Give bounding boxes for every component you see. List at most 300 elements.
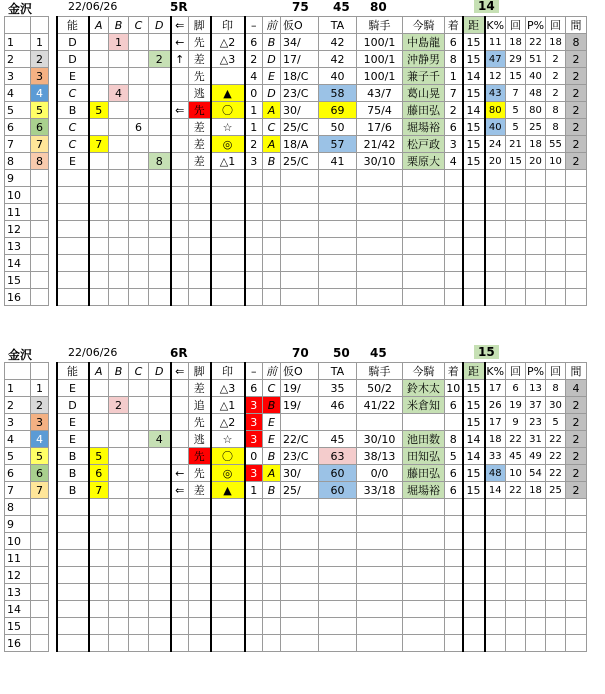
cell-d <box>149 482 171 499</box>
entries-table <box>4 362 587 652</box>
table-row <box>5 465 587 482</box>
col-header-blank <box>31 363 49 380</box>
cell-kai2: 2 <box>546 68 566 85</box>
cell-shirushi: ▲ <box>211 482 245 499</box>
row-number: 11 <box>5 550 31 567</box>
col-header: 騎手 <box>357 17 403 34</box>
table-row <box>5 482 587 499</box>
cell-arrow <box>171 119 189 136</box>
cell-arrow: ← <box>171 465 189 482</box>
cell-kai: 9 <box>506 414 526 431</box>
cell-p: 31 <box>526 431 546 448</box>
distance-top: 15 <box>474 345 499 359</box>
cell-c <box>129 68 149 85</box>
cell-kai: 6 <box>506 380 526 397</box>
cell-kai2: 2 <box>546 51 566 68</box>
cell-mae: 3 <box>245 431 263 448</box>
cell-p: 23 <box>526 414 546 431</box>
table-row <box>5 635 587 652</box>
cell-shirushi: △2 <box>211 34 245 51</box>
cell-kishu: 38/13 <box>357 448 403 465</box>
cell-ima: 兼子千 <box>403 68 445 85</box>
cell-shirushi: 〇 <box>211 102 245 119</box>
cell-kari: 25/C <box>281 153 319 170</box>
cell-a <box>89 85 109 102</box>
entries-table <box>4 16 587 306</box>
col-header: 回 <box>506 363 526 380</box>
cell-kyori: 15 <box>463 414 485 431</box>
cell-mae: 2 <box>245 136 263 153</box>
distance-top: 14 <box>474 0 499 13</box>
table-row <box>5 397 587 414</box>
col-header: P% <box>526 364 545 378</box>
value-2: 45 <box>333 0 350 14</box>
cell-kyaku: 追 <box>189 397 211 414</box>
cell-kai2: 22 <box>546 431 566 448</box>
cell-k: 40 <box>485 119 506 136</box>
cell-kai2: 5 <box>546 414 566 431</box>
cell-k: 17 <box>485 380 506 397</box>
cell-mae: 0 <box>245 448 263 465</box>
cell-empty <box>463 238 485 255</box>
cell-ln: E <box>263 414 281 431</box>
row-number: 2 <box>5 397 31 414</box>
value-1: 75 <box>292 0 309 14</box>
row-number: 7 <box>5 482 31 499</box>
col-header: 仮O <box>281 363 319 380</box>
cell-kishu: 21/42 <box>357 136 403 153</box>
cell-a: 7 <box>89 136 109 153</box>
cell-kyori: 15 <box>463 380 485 397</box>
cell-kai: 21 <box>506 136 526 153</box>
cell-d <box>149 465 171 482</box>
cell-nou: B <box>57 465 89 482</box>
cell-kari: 25/ <box>281 482 319 499</box>
cell-mae: 1 <box>245 482 263 499</box>
col-header: 前 <box>263 363 281 380</box>
cell-k: 80 <box>485 102 506 119</box>
cell-kai: 5 <box>506 102 526 119</box>
cell-kari: 19/ <box>281 397 319 414</box>
row-number: 13 <box>5 584 31 601</box>
cell-c <box>129 51 149 68</box>
row-number: 2 <box>5 51 31 68</box>
cell-ln: A <box>263 102 281 119</box>
cell-mae: 4 <box>245 68 263 85</box>
cell-shirushi <box>211 68 245 85</box>
cell-ln: A <box>263 465 281 482</box>
row-number: 1 <box>5 380 31 397</box>
cell-p: 54 <box>526 465 546 482</box>
cell-kyori: 15 <box>463 153 485 170</box>
cell-p: 80 <box>526 102 546 119</box>
row-number: 5 <box>5 448 31 465</box>
cell-kishu: 75/4 <box>357 102 403 119</box>
header-row <box>5 363 587 380</box>
cell-kyaku: 先 <box>189 102 211 119</box>
cell-mae: 0 <box>245 85 263 102</box>
cell-c <box>129 34 149 51</box>
cell-b <box>109 51 129 68</box>
cell-b <box>109 380 129 397</box>
cell-k: 11 <box>485 34 506 51</box>
cell-ima: 沖静男 <box>403 51 445 68</box>
cell-empty <box>463 516 485 533</box>
cell-kan: 2 <box>566 68 587 85</box>
cell-empty <box>463 170 485 187</box>
table-row <box>5 601 587 618</box>
cell-ln: D <box>263 51 281 68</box>
cell-ima: 松戸政 <box>403 136 445 153</box>
cell-kai2: 30 <box>546 397 566 414</box>
col-header: ⇐ <box>171 17 189 34</box>
cell-kyaku: 差 <box>189 153 211 170</box>
cell-ima: 藤田弘 <box>403 102 445 119</box>
cell-nou: C <box>57 119 89 136</box>
col-header: – <box>245 17 263 34</box>
cell-kai: 18 <box>506 34 526 51</box>
col-header: 着 <box>445 17 463 34</box>
cell-kan: 4 <box>566 380 587 397</box>
col-header: 間 <box>566 363 587 380</box>
cell-mae: 6 <box>245 380 263 397</box>
cell-kari: 30/ <box>281 465 319 482</box>
cell-ln: C <box>263 380 281 397</box>
col-header: 能 <box>57 363 89 380</box>
col-header: C <box>129 17 149 34</box>
cell-p: 49 <box>526 448 546 465</box>
cell-b <box>109 119 129 136</box>
cell-nou: D <box>57 51 89 68</box>
table-row <box>5 170 587 187</box>
col-header: B <box>109 17 129 34</box>
cell-kari: 23/C <box>281 448 319 465</box>
table-row <box>5 618 587 635</box>
cell-c <box>129 397 149 414</box>
cell-d <box>149 397 171 414</box>
table-row <box>5 567 587 584</box>
cell-mae: 3 <box>245 153 263 170</box>
header-row <box>5 17 587 34</box>
cell-kishu: 17/6 <box>357 119 403 136</box>
cell-ln: D <box>263 85 281 102</box>
cell-c <box>129 102 149 119</box>
cell-ima: 米倉知 <box>403 397 445 414</box>
table-row <box>5 136 587 153</box>
cell-kyori: 15 <box>463 482 485 499</box>
table-row <box>5 289 587 306</box>
cell-d: 2 <box>149 51 171 68</box>
cell-kyori: 15 <box>463 119 485 136</box>
table-row <box>5 431 587 448</box>
cell-b <box>109 465 129 482</box>
venue-label: 金沢 <box>8 348 33 362</box>
row-number: 15 <box>5 272 31 289</box>
cell-k: 18 <box>485 431 506 448</box>
col-header: K% <box>486 18 505 32</box>
cell-kishu: 30/10 <box>357 153 403 170</box>
cell-kyaku: 差 <box>189 482 211 499</box>
cell-k: 20 <box>485 153 506 170</box>
row-number: 14 <box>5 601 31 618</box>
cell-a: 7 <box>89 482 109 499</box>
cell-nou: E <box>57 431 89 448</box>
cell-b: 2 <box>109 397 129 414</box>
table-row <box>5 584 587 601</box>
col-header: A <box>89 17 109 34</box>
cell-nou: E <box>57 380 89 397</box>
col-header: 脚 <box>189 17 211 34</box>
cell-mae: 2 <box>245 51 263 68</box>
cell-kai: 15 <box>506 68 526 85</box>
table-row <box>5 102 587 119</box>
cell-kyaku: 差 <box>189 136 211 153</box>
cell-p: 13 <box>526 380 546 397</box>
col-header: 印 <box>211 363 245 380</box>
cell-arrow: ⇐ <box>171 482 189 499</box>
cell-p: 40 <box>526 68 546 85</box>
cell-kari: 19/ <box>281 380 319 397</box>
cell-p: 48 <box>526 85 546 102</box>
col-header: 回 <box>546 363 566 380</box>
cell-kan: 2 <box>566 465 587 482</box>
cell-nou: C <box>57 136 89 153</box>
cell-d <box>149 380 171 397</box>
cell-waku: 7 <box>31 482 49 499</box>
cell-arrow <box>171 397 189 414</box>
cell-empty <box>463 187 485 204</box>
table-row <box>5 187 587 204</box>
cell-ln: B <box>263 34 281 51</box>
cell-kai: 7 <box>506 85 526 102</box>
cell-ta <box>319 414 357 431</box>
col-header: ⇐ <box>171 363 189 380</box>
cell-empty <box>463 567 485 584</box>
cell-c <box>129 465 149 482</box>
cell-ima: 栗原大 <box>403 153 445 170</box>
race-number: 5R <box>170 0 188 14</box>
row-number: 13 <box>5 238 31 255</box>
cell-kai: 10 <box>506 465 526 482</box>
cell-p: 51 <box>526 51 546 68</box>
cell-kyori: 15 <box>463 136 485 153</box>
cell-kan: 2 <box>566 119 587 136</box>
col-header: D <box>149 17 171 34</box>
cell-k: 12 <box>485 68 506 85</box>
col-header: D <box>149 363 171 380</box>
row-number: 9 <box>5 170 31 187</box>
cell-kyaku: 逃 <box>189 85 211 102</box>
cell-chaku: 8 <box>445 431 463 448</box>
cell-kishu: 33/18 <box>357 482 403 499</box>
cell-b <box>109 414 129 431</box>
cell-b <box>109 448 129 465</box>
cell-kyaku: 差 <box>189 51 211 68</box>
cell-a <box>89 51 109 68</box>
cell-kyaku: 差 <box>189 119 211 136</box>
row-number: 12 <box>5 567 31 584</box>
cell-kai: 45 <box>506 448 526 465</box>
cell-b <box>109 136 129 153</box>
cell-kari: 18/C <box>281 68 319 85</box>
cell-ima: 鈴木太 <box>403 380 445 397</box>
cell-ta: 57 <box>319 136 357 153</box>
cell-b <box>109 102 129 119</box>
col-header-blank <box>31 17 49 34</box>
cell-ln: E <box>263 431 281 448</box>
cell-p: 18 <box>526 136 546 153</box>
row-number: 11 <box>5 204 31 221</box>
row-number: 4 <box>5 85 31 102</box>
row-number: 16 <box>5 635 31 652</box>
col-header-blank <box>5 17 31 34</box>
table-row <box>5 448 587 465</box>
cell-c <box>129 414 149 431</box>
cell-a: 5 <box>89 448 109 465</box>
cell-mae: 1 <box>245 119 263 136</box>
cell-empty <box>463 499 485 516</box>
cell-arrow <box>171 136 189 153</box>
col-header: 脚 <box>189 363 211 380</box>
cell-kyori: 15 <box>463 397 485 414</box>
col-header: 印 <box>211 17 245 34</box>
cell-shirushi: △1 <box>211 153 245 170</box>
cell-mae: 3 <box>245 465 263 482</box>
cell-kishu: 100/1 <box>357 51 403 68</box>
cell-kai: 22 <box>506 482 526 499</box>
cell-empty <box>463 533 485 550</box>
cell-b <box>109 153 129 170</box>
cell-ta: 40 <box>319 68 357 85</box>
cell-waku: 4 <box>31 85 49 102</box>
cell-kai2: 22 <box>546 448 566 465</box>
cell-kishu <box>357 414 403 431</box>
cell-shirushi: ◎ <box>211 136 245 153</box>
cell-chaku: 10 <box>445 380 463 397</box>
cell-kari: 23/C <box>281 85 319 102</box>
cell-kyori: 15 <box>463 465 485 482</box>
cell-d <box>149 85 171 102</box>
cell-arrow <box>171 431 189 448</box>
row-number: 6 <box>5 119 31 136</box>
row-number: 10 <box>5 533 31 550</box>
cell-d <box>149 414 171 431</box>
cell-c <box>129 153 149 170</box>
cell-kan: 2 <box>566 431 587 448</box>
row-number: 1 <box>5 34 31 51</box>
cell-ima <box>403 414 445 431</box>
cell-waku: 4 <box>31 431 49 448</box>
table-row <box>5 533 587 550</box>
cell-kai: 22 <box>506 431 526 448</box>
cell-a <box>89 68 109 85</box>
cell-shirushi: ☆ <box>211 431 245 448</box>
col-header: 距 <box>463 363 485 380</box>
cell-mae: 3 <box>245 414 263 431</box>
cell-kyori: 14 <box>463 448 485 465</box>
cell-a <box>89 414 109 431</box>
cell-ta: 50 <box>319 119 357 136</box>
cell-ta: 69 <box>319 102 357 119</box>
col-header-blank <box>49 363 57 380</box>
cell-ln: A <box>263 136 281 153</box>
cell-kai2: 18 <box>546 34 566 51</box>
cell-a: 5 <box>89 102 109 119</box>
cell-arrow <box>171 380 189 397</box>
cell-nou: E <box>57 153 89 170</box>
col-header: 仮O <box>281 17 319 34</box>
cell-waku: 5 <box>31 102 49 119</box>
cell-kai: 19 <box>506 397 526 414</box>
cell-ta: 41 <box>319 153 357 170</box>
cell-chaku: 2 <box>445 102 463 119</box>
cell-kyaku: 先 <box>189 34 211 51</box>
cell-ln: B <box>263 482 281 499</box>
cell-kishu: 30/10 <box>357 431 403 448</box>
cell-kan: 2 <box>566 153 587 170</box>
cell-kyaku: 先 <box>189 414 211 431</box>
row-number: 5 <box>5 102 31 119</box>
cell-shirushi: 〇 <box>211 448 245 465</box>
cell-chaku: 5 <box>445 448 463 465</box>
cell-waku: 2 <box>31 397 49 414</box>
cell-kari: 18/A <box>281 136 319 153</box>
table-row <box>5 51 587 68</box>
col-header: 回 <box>546 17 566 34</box>
cell-p: 22 <box>526 34 546 51</box>
row-number: 15 <box>5 618 31 635</box>
col-header: TA <box>319 17 357 34</box>
col-header: B <box>109 363 129 380</box>
cell-empty <box>463 618 485 635</box>
value-3: 80 <box>370 0 387 14</box>
cell-ima: 田知弘 <box>403 448 445 465</box>
cell-chaku: 7 <box>445 85 463 102</box>
cell-arrow: ← <box>171 34 189 51</box>
cell-k: 47 <box>485 51 506 68</box>
cell-empty <box>463 204 485 221</box>
cell-kari: 30/ <box>281 102 319 119</box>
col-header: A <box>89 363 109 380</box>
cell-c <box>129 431 149 448</box>
cell-kan: 2 <box>566 448 587 465</box>
cell-k: 26 <box>485 397 506 414</box>
cell-a <box>89 119 109 136</box>
col-header: 能 <box>57 17 89 34</box>
cell-k: 43 <box>485 85 506 102</box>
cell-shirushi: ☆ <box>211 119 245 136</box>
cell-ima: 池田数 <box>403 431 445 448</box>
cell-kyori: 14 <box>463 102 485 119</box>
cell-kai2: 8 <box>546 380 566 397</box>
cell-kari: 22/C <box>281 431 319 448</box>
cell-empty <box>463 635 485 652</box>
table-row <box>5 414 587 431</box>
row-number: 6 <box>5 465 31 482</box>
value-3: 45 <box>370 346 387 360</box>
cell-shirushi: △3 <box>211 51 245 68</box>
cell-chaku: 6 <box>445 119 463 136</box>
row-number: 4 <box>5 431 31 448</box>
row-number: 3 <box>5 68 31 85</box>
cell-chaku: 6 <box>445 465 463 482</box>
cell-d <box>149 34 171 51</box>
cell-kyaku: 先 <box>189 465 211 482</box>
row-number: 14 <box>5 255 31 272</box>
cell-kyori: 15 <box>463 85 485 102</box>
cell-nou: E <box>57 68 89 85</box>
cell-ima: 葛山晃 <box>403 85 445 102</box>
